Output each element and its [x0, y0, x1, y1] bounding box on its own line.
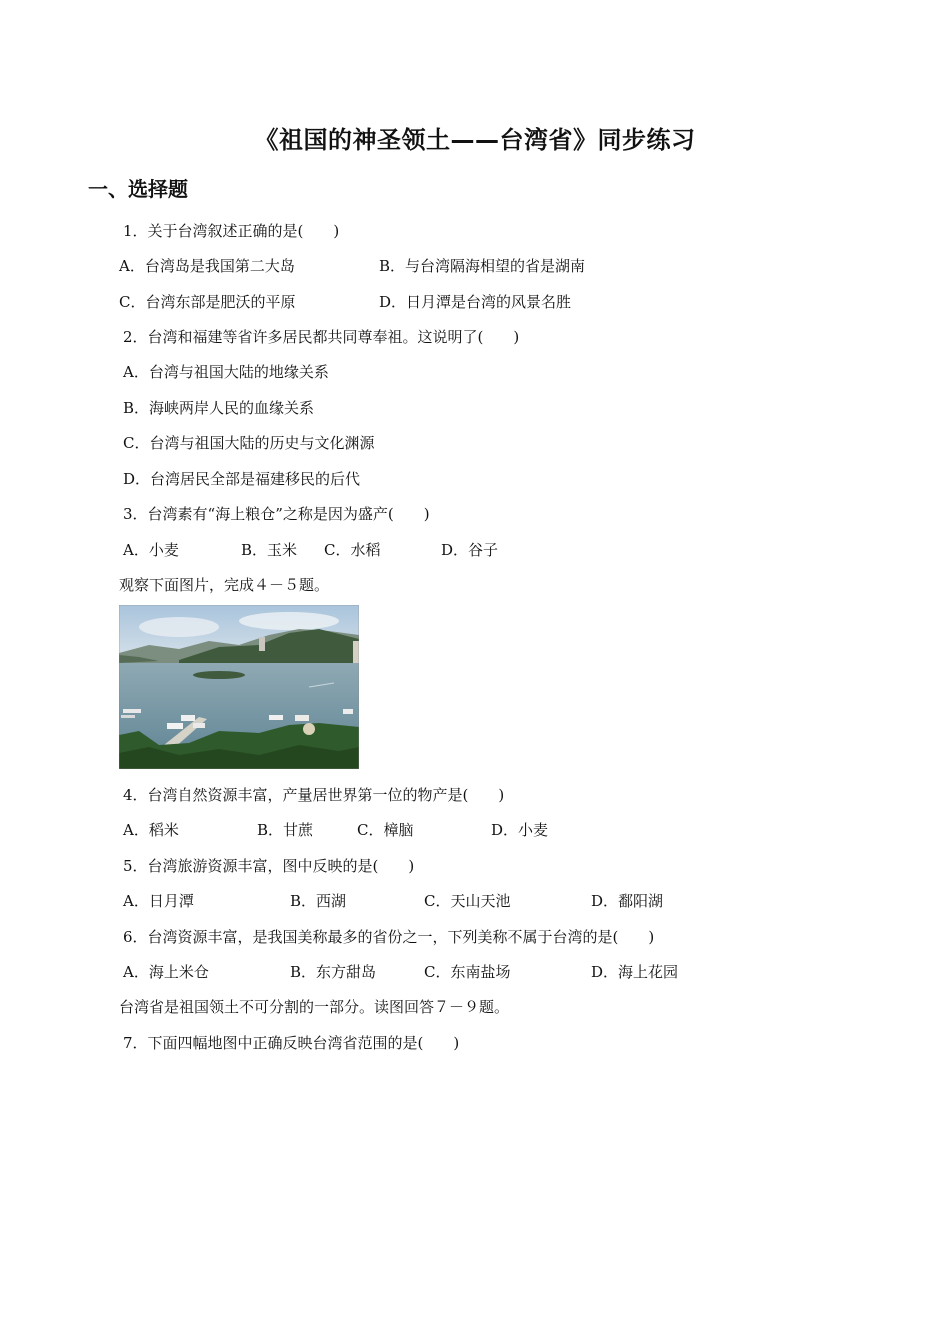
question-7-stem: 7．下面四幅地图中正确反映台湾省范围的是( ) [123, 1034, 460, 1052]
q2-option-d: D．台湾居民全部是福建移民的后代 [123, 470, 361, 488]
q1-option-d: D．日月潭是台湾的风景名胜 [379, 293, 572, 311]
question-3-stem: 3．台湾素有“海上粮仓”之称是因为盛产( ) [123, 505, 430, 523]
page-title: 《祖国的神圣领土——台湾省》同步练习 [254, 126, 696, 154]
q4-option-b: B．甘蔗 [257, 821, 314, 839]
question-4-stem: 4．台湾自然资源丰富，产量居世界第一位的物产是( ) [123, 786, 505, 804]
q5-option-d: D．鄱阳湖 [591, 892, 664, 910]
lake-photo [119, 605, 359, 769]
question-1-stem: 1．关于台湾叙述正确的是( ) [123, 222, 340, 240]
q3-option-b: B．玉米 [241, 541, 298, 559]
q1-option-a: A．台湾岛是我国第二大岛 [119, 257, 295, 275]
q3-option-d: D．谷子 [441, 541, 499, 559]
question-2-stem: 2．台湾和福建等省许多居民都共同尊奉祖。这说明了( ) [123, 328, 520, 346]
section-heading: 一、选择题 [88, 177, 188, 201]
q6-option-a: A．海上米仓 [123, 963, 209, 981]
question-5-stem: 5．台湾旅游资源丰富，图中反映的是( ) [123, 857, 415, 875]
intro-4-5: 观察下面图片，完成４－５题。 [119, 576, 330, 594]
q1-option-b: B．与台湾隔海相望的省是湖南 [379, 257, 586, 275]
q4-option-d: D．小麦 [491, 821, 549, 839]
q4-option-a: A．稻米 [123, 821, 179, 839]
intro-7-9: 台湾省是祖国领土不可分割的一部分。读图回答７－９题。 [119, 998, 510, 1016]
q3-option-c: C．水稻 [324, 541, 381, 559]
question-6-stem: 6．台湾资源丰富，是我国美称最多的省份之一，下列美称不属于台湾的是( ) [123, 928, 655, 946]
q3-option-a: A．小麦 [123, 541, 179, 559]
q6-option-c: C．东南盐场 [424, 963, 511, 981]
q2-option-c: C．台湾与祖国大陆的历史与文化渊源 [123, 434, 375, 452]
q4-option-c: C．樟脑 [357, 821, 414, 839]
q5-option-b: B．西湖 [290, 892, 347, 910]
q5-option-c: C．天山天池 [424, 892, 511, 910]
q2-option-a: A．台湾与祖国大陆的地缘关系 [123, 363, 329, 381]
q1-option-c: C．台湾东部是肥沃的平原 [119, 293, 296, 311]
q5-option-a: A．日月潭 [123, 892, 194, 910]
q2-option-b: B．海峡两岸人民的血缘关系 [123, 399, 315, 417]
q6-option-b: B．东方甜岛 [290, 963, 377, 981]
q6-option-d: D．海上花园 [591, 963, 679, 981]
